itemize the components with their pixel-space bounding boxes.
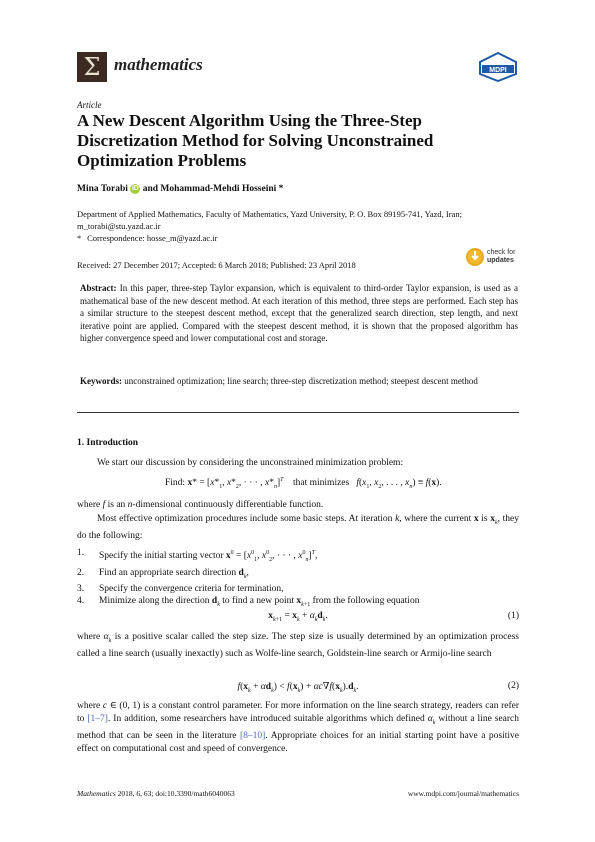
list-item: 4. Minimize along the direction $d_k$ to find a new point $x_{k+1}$ from the following equation (77, 596, 420, 609)
intro-paragraph-1: We start our discussion by considering the unconstrained minimization problem: (97, 458, 404, 468)
footer-journal: Mathematics (77, 789, 116, 798)
find-label: Find: (165, 478, 186, 489)
keywords (80, 375, 518, 388)
mdpi-logo (478, 52, 518, 87)
divider (77, 412, 519, 413)
journal-name: mathematics (114, 55, 203, 74)
intro-paragraph-5: where c ∈ (0, 1) is a constant control parameter. For more information on the line search strategy, readers can refer to [1–7]. In addition, some researchers have introduced suitable algorithms which defined $\alpha_k$ without a line search method that can be seen in the literature [8–10]. Appropriate choices for an initial starting point have a positive effect on computational cost and speed of convergence. (77, 701, 520, 754)
list-item: 3. Specify the convergence criteria for termination, (77, 583, 284, 594)
steps-list (77, 547, 519, 612)
footer-citation (77, 789, 235, 798)
equation-1: $x_{k+1} = x_k + \alpha_kd_k$. (1) (268, 611, 519, 623)
correspondence-mark: * (77, 233, 82, 243)
that-minimizes: that minimizes (293, 478, 350, 489)
publication-dates: Received: 27 December 2017; Accepted: 6 March 2018; Published: 23 April 2018 (77, 260, 356, 270)
mdpi-logo-icon (478, 52, 518, 82)
equation-number-1: (1) (507, 611, 519, 621)
check-updates-line1: check for (487, 249, 516, 256)
affiliation-text: Department of Applied Mathematics, Faculty of Mathematics, Yazd University, P. O. Box 89195-741, Yazd, Iran; m_torabi@stu.yazd.ac.ir (77, 209, 462, 231)
article-type: Article (77, 100, 102, 110)
paper-title: A New Descent Algorithm Using the Three-Step Discretization Method for Solving Unconstrained Optimization Problems (77, 111, 434, 170)
keywords-label: Keywords: (80, 376, 122, 386)
authors (77, 184, 283, 194)
correspondence: Correspondence: hosse_m@yazd.ac.ir (87, 233, 218, 243)
footer-url[interactable]: www.mdpi.com/journal/mathematics (407, 789, 519, 798)
equation-2: $f(x_k + \alpha d_k) < f(x_k) + \alpha c\nabla f(x_k).d_k$. (2) (237, 681, 519, 694)
check-updates-icon (466, 248, 484, 266)
affiliations (77, 208, 519, 244)
check-updates-line2: updates (487, 257, 514, 264)
keywords-text: unconstrained optimization; line search; three-step discretization method; steepest descent method (124, 376, 478, 386)
authors-and: and (142, 184, 159, 194)
orcid-icon[interactable]: iD (131, 185, 139, 192)
equation-find: Find: $x* = [x*_1$, $x*_2$, · · · , $x*_n]^T$ that minimizes $f(x_1$, $x_2$, . . . , $x_n) \equiv f(x)$. (165, 477, 442, 491)
citation-link-1[interactable]: [1–7] (87, 714, 108, 724)
abstract-text: In this paper, three-step Taylor expansion, which is equivalent to third-order Taylor expansion, is used as a mathematical base of the new descent method. At each iteration of this method, three steps are performed. Each step has a similar structure to the steepest descent method, except that the generalized search direction, step length, and next iterative point are applied. Compared with the steepest descent method, it is shown that the proposed algorithm has higher convergence speed and lower computational cost and storage. (80, 283, 519, 343)
journal-logo (77, 52, 107, 82)
footer-doi: 2018, 6, 63; doi:10.3390/math6040063 (117, 789, 235, 798)
list-item: 1. Specify the initial starting vector $x^0 = [x^0_1$, $x^0_2$, · · · , $x^0_n]^T$, (77, 548, 318, 564)
citation-link-2[interactable]: [8–10] (240, 730, 266, 741)
intro-paragraph-2: where f is an n-dimensional continuously differentiable function. (77, 500, 324, 510)
logo-symbol: Σ (83, 53, 101, 81)
check-for-updates-badge[interactable] (466, 248, 515, 266)
abstract (80, 282, 518, 345)
section-heading: 1. Introduction (77, 438, 139, 448)
author-1[interactable]: Mina Torabi (77, 184, 128, 194)
abstract-label: Abstract: (80, 283, 117, 293)
author-2[interactable]: Mohammad-Mehdi Hosseini * (160, 184, 284, 194)
list-item: 2. Find an appropriate search direction $d_k$, (77, 567, 249, 580)
intro-paragraph-3: Most effective optimization procedures include some basic steps. At iteration k, where the current x is $x_k$, they do the following: (77, 514, 519, 541)
intro-paragraph-4: where $\alpha_k$ is a positive scalar called the step size. The step size is usually determined by an optimization process called a line search (usually inexactly) such as Wolfe-line search, Goldstein-line search or Armijo-line search (77, 632, 520, 659)
svg-text:MDPI: MDPI (489, 66, 507, 74)
equation-number-2: (2) (507, 681, 519, 691)
